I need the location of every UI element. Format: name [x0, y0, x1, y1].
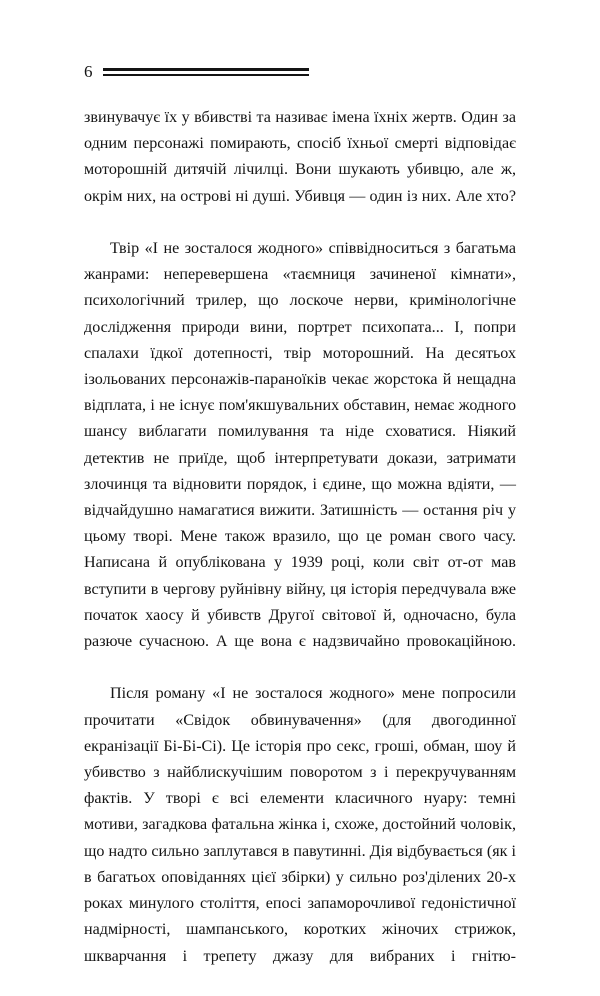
- paragraph: Після роману «І не зосталося жодного» мене попросили прочитати «Свідок обвинувачення» (для двогодинної екранізації Бі-Бі-Сі). Це історія про секс, гроші, обман, шоу й убивство з найблискучішим поворотом з і перекручуванням фактів. У творі є всі елементи класичного нуару: темні мотиви, загадкова фатальна жінка і, схоже, достойний чоловік, що надто сильно заплутався в павутинні. Дія відбувається (як і в багатьох оповіданнях цієї збірки) у сильно роз'ділених 20-х роках минулого століття, епосі запаморочливої гедоністичної надмірності, шампанського, коротких жіночих стрижок, шкварчання і трепету джазу для вибраних і гнітю-: [84, 685, 516, 965]
- header-rule: [103, 66, 309, 76]
- page-body: [84, 105, 516, 996]
- paragraph: звинувачує їх у вбивстві та називає імена їхніх жертв. Один за одним персонажі помирають, спосіб їхньої смерті відповідає моторошній дитячій лічилці. Вони шукають убивцю, але ж, окрім них, на острові ні душі. Убивця — один із них. Але хто?: [84, 109, 516, 205]
- page-number: 6: [84, 61, 93, 81]
- page-header: [84, 57, 516, 85]
- paragraph: Твір «І не зосталося жодного» співвідноситься з багатьма жанрами: неперевершена «таємниця зачиненої кімнати», психологічний трилер, що лоскоче нерви, кримінологічне дослідження природи вини, портрет психопата... І, попри спалахи їдкої дотепності, твір моторошний. На десятьох ізольованих персонажів-параноїків чекає жорстока й нещадна відплата, і не існує пом'якшувальних обставин, немає жодного шансу виблагати помилування та ніде сховатися. Ніякий детектив не приїде, щоб інтерпретувати докази, затримати злочинця та відновити порядок, і єдине, що можна вдіяти, — відчайдушно намагатися вижити. Затишність — остання річ у цьому творі. Мене також вразило, що це роман свого часу. Написана й опублікована у 1939 році, коли світ от-от мав вступити в чергову руйнівну війну, ця історія передчувала вже початок хаосу й убивств Другої світової й, одночасно, була разюче сучасною. А ще вона є надзвичайно провокаційною.: [84, 240, 516, 651]
- header-rule-thick: [103, 68, 309, 71]
- header-rule-thin: [103, 74, 309, 76]
